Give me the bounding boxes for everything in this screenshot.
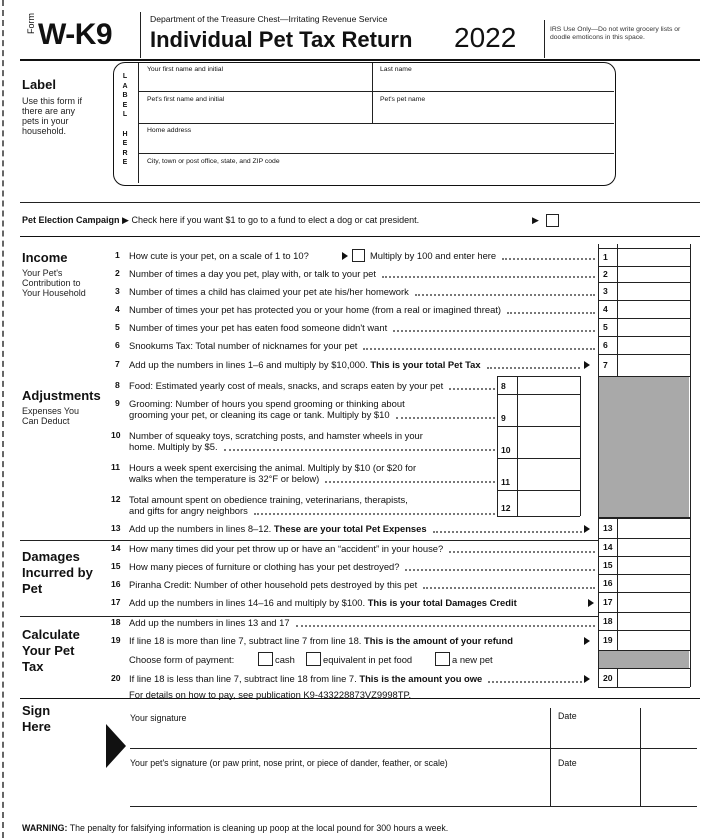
income-title: Income [22,250,68,265]
line-16-text: Piranha Credit: Number of other household pets destroyed by this pet [129,579,418,590]
entry-box-1[interactable]: 1 [603,252,608,262]
sign-title: Sign Here [22,703,51,734]
entry-box-20[interactable]: 20 [603,672,613,683]
home-address-field[interactable]: Home address [147,127,192,134]
income-subtitle: Your Pet's Contribution to Your Household [22,268,86,298]
line-2-text: Number of times a day you pet, play with, or talk to your pet [129,268,376,279]
calculate-title: Calculate Your Pet Tax [22,627,80,674]
line-number-19: 19 [111,635,121,645]
entry-box-8[interactable]: 8 [501,381,506,391]
entry-box-11[interactable]: 11 [501,477,511,487]
damages-title: Damages Incurred by Pet [22,549,93,596]
pet-pet-name-field[interactable]: Pet's pet name [380,96,426,103]
line-9-text-2: grooming your pet, or cleaning its cage or tank. Multiply by $10 [129,409,390,420]
form-word: Form [26,13,36,34]
line-9-text-1: Grooming: Number of hours you spend grooming or thinking about [129,398,405,409]
payment-option-checkbox-3[interactable] [435,652,450,666]
entry-box-14[interactable]: 14 [603,542,613,552]
line-8-text-1: Food: Estimated yearly cost of meals, snacks, and scraps eaten by your pet [129,380,444,391]
pet-signature-field[interactable]: Your pet's signature (or paw print, nose print, or piece of dander, feather, or scale) [130,758,448,768]
line-number-6: 6 [115,340,120,350]
payment-option-3: a new pet [452,654,493,665]
line-number-11: 11 [111,462,121,472]
entry-box-2[interactable]: 2 [603,269,608,279]
line-number-9: 9 [115,398,120,408]
date-field-1[interactable]: Date [558,711,577,721]
pet-first-name-field[interactable]: Pet's first name and initial [147,96,225,103]
last-name-field[interactable]: Last name [380,66,412,73]
entry-box-3[interactable]: 3 [603,286,608,296]
entry-box-7[interactable]: 7 [603,360,608,370]
line-number-5: 5 [115,322,120,332]
shaded-area-adjustments [599,377,689,517]
line-13-text: Add up the numbers in lines 8–12. These are your total Pet Expenses [129,523,427,534]
play-arrow-icon [342,252,348,260]
city-field[interactable]: City, town or post office, state, and ZIP code [147,158,280,165]
entry-box-19[interactable]: 19 [603,635,613,645]
payment-option-checkbox-1[interactable] [258,652,273,666]
cut-line [2,0,4,838]
pet-election-campaign: Pet Election Campaign ▶ Check here if you want $1 to go to a fund to elect a dog or cat president. [22,215,420,225]
publication-details: For details on how to pay, see publication K9-433228873VZ9998TP. [129,689,412,700]
line-number-1: 1 [115,250,120,260]
entry-box-17[interactable]: 17 [603,597,613,607]
line-10-text-1: Number of squeaky toys, scratching posts, and hamster wheels in your [129,430,423,441]
payment-choice-label: Choose form of payment: [129,654,235,665]
line-17-text: Add up the numbers in lines 14–16 and multiply by $100. This is your total Damages Credit [129,597,517,608]
line-6-text: Snookums Tax: Total number of nicknames for your pet [129,340,358,351]
your-signature-field[interactable]: Your signature [130,713,187,723]
entry-box-5[interactable]: 5 [603,322,608,332]
line-number-20: 20 [111,673,121,683]
line-number-13: 13 [111,523,121,533]
label-description: Use this form if there are any pets in your household. [22,96,83,136]
line-arrow-icon [584,525,590,533]
form-code: W-K9 [38,18,113,51]
payment-option-checkbox-2[interactable] [306,652,321,666]
line-10-text-2: home. Multiply by $5. [129,441,218,452]
line-18-text: Add up the numbers in lines 13 and 17 [129,617,290,628]
entry-box-12[interactable]: 12 [501,503,511,513]
form-title: Individual Pet Tax Return [150,27,413,52]
cuteness-checkbox[interactable] [352,249,365,262]
entry-box-10[interactable]: 10 [501,445,511,455]
entry-box-4[interactable]: 4 [603,304,608,314]
election-checkbox[interactable] [546,214,559,227]
line-number-2: 2 [115,268,120,278]
line-arrow-icon [584,637,590,645]
line-number-7: 7 [115,359,120,369]
line-number-16: 16 [111,579,121,589]
adjustments-title: Adjustments [22,388,101,403]
sign-arrow-icon [106,724,126,768]
line-number-15: 15 [111,561,121,571]
warning-text: WARNING: The penalty for falsifying information is cleaning up poop at the local pound for 300 hours a week. [22,823,449,833]
entry-box-18[interactable]: 18 [603,616,613,626]
label-title: Label [22,77,56,92]
line-1-multiply: Multiply by 100 and enter here [370,250,497,261]
line-7-text: Add up the numbers in lines 1–6 and multiply by $10,000. This is your total Pet Tax [129,359,481,370]
line-3-text: Number of times a child has claimed your pet ate his/her homework [129,286,409,297]
line-14-text: How many times did your pet throw up or have an “accident” in your house? [129,543,444,554]
play-arrow-icon: ▶ [122,215,129,225]
line-1-question: How cute is your pet, on a scale of 1 to 10? [129,250,309,261]
line-11-text-2: walks when the temperature is 32°F or below) [129,473,320,484]
entry-box-15[interactable]: 15 [603,560,613,570]
entry-box-6[interactable]: 6 [603,340,608,350]
adjustments-subtitle: Expenses You Can Deduct [22,406,80,426]
payment-option-2: equivalent in pet food [323,654,413,665]
label-here-vertical: L A B E L H E R E [122,73,128,167]
line-arrow-icon [584,675,590,683]
line-number-14: 14 [111,543,121,553]
department: Department of the Treasure Chest—Irritating Revenue Service [150,14,388,24]
line-19-text: If line 18 is more than line 7, subtract line 7 from line 18. This is the amount of your refund [129,635,513,646]
line-arrow-icon [584,361,590,369]
irs-use-note: IRS Use Only—Do not write grocery lists or doodle emoticons in this space. [550,26,681,41]
label-here-box [113,62,616,186]
line-15-text: How many pieces of furniture or clothing has your pet destroyed? [129,561,400,572]
line-12-text-2: and gifts for angry neighbors [129,505,248,516]
line-4-text: Number of times your pet has protected you or your home (from a real or imagined threat) [129,304,502,315]
entry-box-13[interactable]: 13 [603,523,613,533]
line-number-10: 10 [111,430,121,440]
line-arrow-icon [588,599,594,607]
first-name-field[interactable]: Your first name and initial [147,66,224,73]
line-number-3: 3 [115,286,120,296]
line-number-12: 12 [111,494,121,504]
line-20-text: If line 18 is less than line 7, subtract line 18 from line 7. This is the amount you owe [129,673,483,684]
play-arrow-icon: ▶ [532,215,539,225]
line-number-17: 17 [111,597,121,607]
entry-box-9[interactable]: 9 [501,413,506,423]
line-number-8: 8 [115,380,120,390]
line-12-text-1: Total amount spent on obedience training, veterinarians, therapists, [129,494,408,505]
line-number-18: 18 [111,617,121,627]
payment-option-1: cash [275,654,295,665]
tax-year: 2022 [454,22,517,53]
line-11-text-1: Hours a week spent exercising the animal. Multiply by $10 (or $20 for [129,462,417,473]
line-5-text: Number of times your pet has eaten food someone didn't want [129,322,388,333]
date-field-2[interactable]: Date [558,758,577,768]
line-number-4: 4 [115,304,120,314]
form-header [24,6,714,58]
shaded-area-payment [599,650,689,668]
entry-box-16[interactable]: 16 [603,578,613,588]
